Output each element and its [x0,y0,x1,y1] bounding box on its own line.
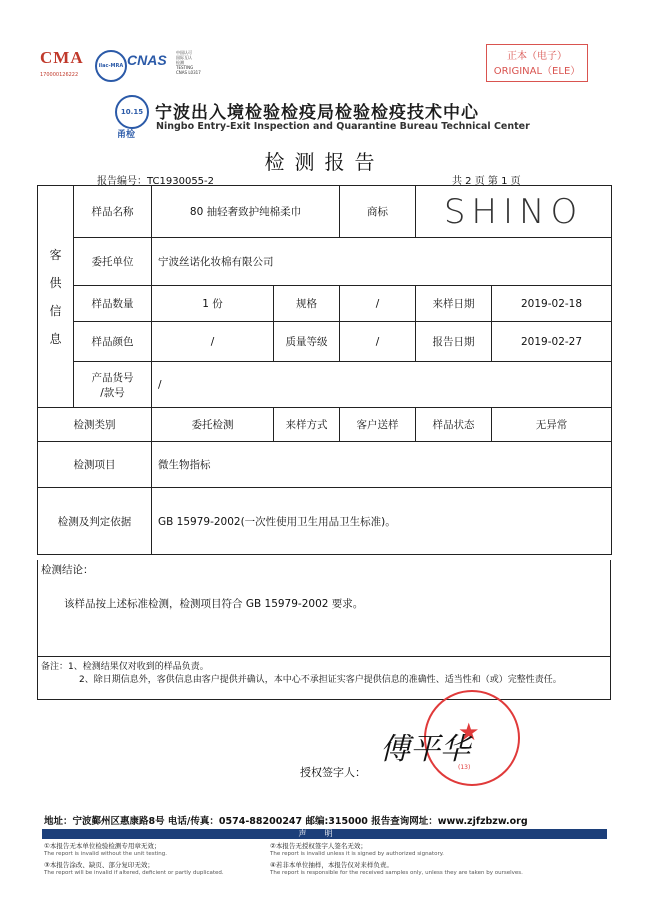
item-no-value: / [152,362,612,408]
report-number: 报告编号：TC1930055-2 [97,176,215,187]
handwritten-signature: 傅平华 [380,733,470,766]
footer-address: 地址：宁波鄞州区惠康路8号 电话/传真：0574-88200247 邮编:315000 报告查询网址：www.zjfzbzw.org [44,816,528,827]
cnas-sub-line: CNAS L0317 [176,70,201,75]
item-no-label [74,362,152,408]
client-label-char: 客 [49,247,62,262]
cnas-sub-line: TESTING [176,65,194,70]
sample-name-label: 样品名称 [74,186,152,238]
spec-value: / [340,286,416,322]
decl-cn: ④若非本单位抽样，本报告仅对来样负责。 [270,861,393,869]
conclusion-label: 检测结论： [41,564,94,576]
note-line1: 备注：1、检测结果仅对收到的样品负责。 [41,662,209,672]
ilac-logo: ilac-MRA [95,50,127,82]
sampling-method-value: 客户送样 [340,408,416,442]
cnas-sub-line: 国际互认 [176,55,192,60]
sample-state-label: 样品状态 [416,408,492,442]
cnas-sub-line: 中国认可 [176,50,192,55]
cma-number: 170000126222 [40,72,79,78]
org-logo: 10.15 [115,95,149,129]
org-logo-sub: 甬检 [117,130,136,140]
signatory-label: 授权签字人： [300,766,366,779]
color-label: 样品颜色 [74,322,152,362]
test-items-label: 检测项目 [38,442,152,488]
report-title: 检测报告 [264,150,385,174]
cnas-sub-line: 检测 [176,60,184,65]
decl-en: The report is invalid without the unit testing. [44,850,168,857]
brand-label: 商标 [340,186,416,238]
arrival-date-label: 来样日期 [416,286,492,322]
decl-cn: ①本报告无本单位检验检测专用章无效； [44,842,161,850]
declaration-2 [270,843,600,858]
sample-name-value: 80 抽轻奢致护纯棉柔巾 [152,186,340,238]
client-label: 委托单位 [74,238,152,286]
decl-en: The report is responsible for the received samples only, unless they are taken by ourselves. [270,869,523,876]
cma-logo-text: CMA [40,48,84,67]
star-icon: ★ [458,718,480,746]
client-label-char: 息 [49,331,62,346]
decl-cn: ②本报告无授权签字人签名无效； [270,842,367,850]
org-name-cn: 宁波出入境检验检疫局检验检疫技术中心 [155,103,479,123]
client-section-label [38,186,74,408]
declaration-3 [44,862,269,877]
declaration-1 [44,843,284,858]
cnas-logo: CNAS [127,52,167,68]
page-info: 共 2 页 第 1 页 [452,176,521,187]
client-value: 宁波丝诺化妆棉有限公司 [152,238,612,286]
cnas-subtext [176,50,216,75]
report-date-value: 2019-02-27 [492,322,612,362]
decl-en: The report is invalid unless it is signed by authorized signatory. [270,850,444,857]
arrival-date-value: 2019-02-18 [492,286,612,322]
grade-label: 质量等级 [274,322,340,362]
client-label-char: 信 [49,303,62,318]
note-line2: 2、除日期信息外，客供信息由客户提供并确认，本中心不承担证实客户提供信息的准确性、适当性和（或）完整性责任。 [79,675,562,685]
original-line1: 正本（电子） [507,51,567,62]
report-table [37,185,612,555]
declaration-4 [270,862,605,877]
color-value: / [152,322,274,362]
spec-label: 规格 [274,286,340,322]
decl-en: The report will be invalid if altered, deficient or partly duplicated. [44,869,224,876]
decl-cn: ③本报告涂改、缺页、部分复印无效； [44,861,154,869]
test-basis-label: 检测及判定依据 [38,488,152,555]
item-no-label-line: /款号 [100,386,125,399]
item-no-label-line: 产品货号 [91,371,134,384]
seal-number: (13) [458,764,471,771]
quantity-value: 1 份 [152,286,274,322]
test-category-label: 检测类别 [38,408,152,442]
grade-value: / [340,322,416,362]
cma-logo [40,48,90,82]
original-line2: ORIGINAL（ELE） [493,66,581,77]
test-basis-value: GB 15979-2002(一次性使用卫生用品卫生标准)。 [152,488,612,555]
client-label-char: 供 [49,275,62,290]
report-date-label: 报告日期 [416,322,492,362]
brand-logo: SHINO [416,186,612,238]
test-category-value: 委托检测 [152,408,274,442]
conclusion-text: 该样品按上述标准检测，检测项目符合 GB 15979-2002 要求。 [64,598,364,610]
test-items-value: 微生物指标 [152,442,612,488]
org-name-en: Ningbo Entry-Exit Inspection and Quarantine Bureau Technical Center [156,121,530,132]
quantity-label: 样品数量 [74,286,152,322]
original-stamp [486,44,588,82]
sample-state-value: 无异常 [492,408,612,442]
sampling-method-label: 来样方式 [274,408,340,442]
declaration-bar: 声明 [42,829,607,839]
